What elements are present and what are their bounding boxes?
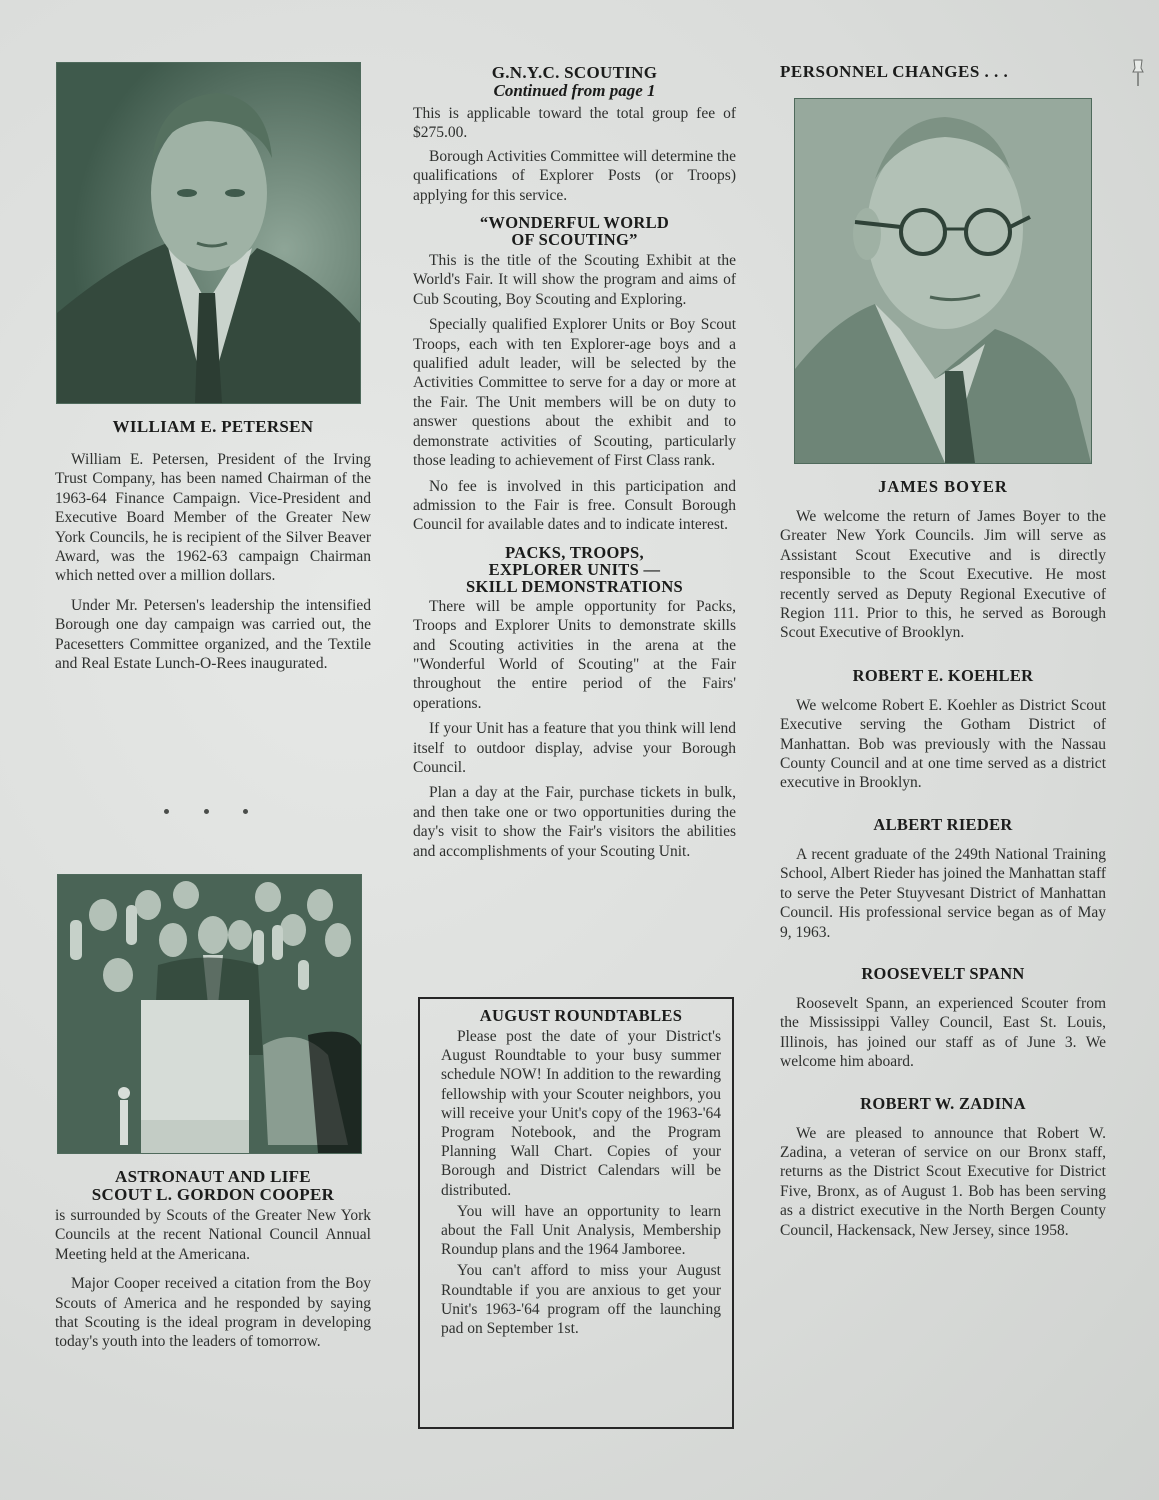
- boyer-photo: [794, 98, 1092, 464]
- koehler-heading: ROBERT E. KOEHLER: [852, 665, 1034, 685]
- roundtables-heading: AUGUST ROUNDTABLES: [479, 1006, 683, 1025]
- skill-demos-paragraph-3: Plan a day at the Fair, purchase tickets in bulk, and then take one or two opportunities during the day's visit to show the Fair's visitors the abilities and accomplishments of your Scouting Unit.: [413, 784, 736, 860]
- koehler-paragraph: We welcome Robert E. Koehler as District Scout Executive serving the Gotham District of Manhattan. Bob was previously with the Nassau County Council and at one time served as a district executive in Brooklyn.: [780, 696, 1106, 792]
- skill-demos-paragraph-1: There will be ample opportunity for Packs, Troops and Explorer Units to demonstrate skills and Scouting activities in the arena at the "Wonderful World of Scouting" at the Fair throughout the entire period of the Fairs' operations.: [413, 597, 736, 712]
- gnyc-heading: G.N.Y.C. SCOUTING: [491, 63, 658, 82]
- skill-demos-heading-line-2: EXPLORER UNITS —: [488, 559, 661, 579]
- petersen-article: [55, 450, 371, 673]
- wonderful-world-heading-line-2: OF SCOUTING”: [511, 230, 638, 250]
- roundtables-paragraph-2: You will have an opportunity to learn about the Fall Unit Analysis, Membership Roundup plans and the 1964 Jamboree.: [441, 1202, 721, 1259]
- separator-dot-icon: [243, 809, 248, 814]
- personnel-changes-header: PERSONNEL CHANGES . . .: [780, 62, 1009, 81]
- petersen-paragraph-2: Under Mr. Petersen's leadership the intensified Borough one day campaign was carried out, the Pacesetters Committee organized, and the Textile and Real Estate Lunch-O-Rees inaugurated.: [55, 596, 371, 673]
- gnyc-paragraph-2: Borough Activities Committee will determine the qualifications of Explorer Posts (or Troops) applying for this service.: [413, 147, 736, 204]
- wonderful-world-heading-line-1: “WONDERFUL WORLD: [479, 213, 670, 233]
- rieder-paragraph: A recent graduate of the 249th National Training School, Albert Rieder has joined the Manhattan staff to serve the Peter Stuyvesant District of Manhattan Council. His professional service began as of May 9, 1963.: [780, 845, 1106, 941]
- separator-dot-icon: [164, 809, 169, 814]
- cooper-heading-line-1: ASTRONAUT AND LIFE: [115, 1167, 311, 1186]
- wonderful-world-paragraph-3: No fee is involved in this participation and admission to the Fair is free. Consult Borough Council for available dates and to indicate interest.: [413, 477, 736, 534]
- august-roundtables-article: [441, 1007, 721, 1338]
- boyer-heading: JAMES BOYER: [878, 477, 1008, 496]
- boyer-paragraph: We welcome the return of James Boyer to the Greater New York Councils. Jim will serve as Assistant Scout Executive and is directly responsible to the Scout Executive. He most recently served as Deputy Regional Executive of Region 111. Prior to this, he served as Borough Scout Executive of Brooklyn.: [780, 508, 1106, 642]
- group-photo-image-icon: [58, 875, 361, 1153]
- zadina-paragraph: We are pleased to announce that Robert W. Zadina, a veteran of service on our Bronx staff, returns as the District Scout Executive for District Five, Bronx, as of August 1. Bob has been serving as a district executive in the North Bergen County Council, Hackensack, New Jersey, since 1958.: [780, 1124, 1106, 1239]
- petersen-photo: [56, 62, 361, 404]
- gnyc-continued-subheading: Continued from page 1: [493, 81, 656, 100]
- petersen-paragraph-1: William E. Petersen, President of the Irving Trust Company, has been named Chairman of the 1963-64 Finance Campaign. Vice-President and Executive Board Member of the Greater New York Councils, he is recipient of the Silver Beaver Award, was the 1962-63 campaign Chairman which netted over a million dollars.: [55, 451, 371, 585]
- cooper-paragraph: Major Cooper received a citation from the Boy Scouts of America and he responded by saying that Scouting is the ideal program in developing today's youth into the leaders of tomorrow.: [55, 1275, 371, 1351]
- petersen-heading: WILLIAM E. PETERSEN: [112, 417, 314, 436]
- rieder-heading: ALBERT RIEDER: [873, 814, 1013, 834]
- wonderful-world-paragraph-1: This is the title of the Scouting Exhibit at the World's Fair. It will show the program and aims of Cub Scouting, Boy Scouting and Exploring.: [413, 252, 736, 308]
- spann-paragraph: Roosevelt Spann, an experienced Scouter from the Mississippi Valley Council, East St. Louis, Illinois, has joined our staff as of June 3. We welcome him aboard.: [780, 994, 1106, 1071]
- personnel-articles: [780, 478, 1106, 1240]
- section-separator: [164, 809, 274, 819]
- skill-demos-paragraph-2: If your Unit has a feature that you think will lend itself to outdoor display, advise your Borough Council.: [413, 720, 736, 776]
- gnyc-scouting-article: [413, 64, 736, 861]
- zadina-heading: ROBERT W. ZADINA: [860, 1093, 1026, 1113]
- skill-demos-heading-line-3: SKILL DEMONSTRATIONS: [465, 576, 684, 596]
- cooper-article: [55, 1168, 371, 1352]
- wonderful-world-paragraph-2: Specially qualified Explorer Units or Boy Scout Troops, each with ten Explorer-age boys and a qualified adult leader, will be selected by the Activities Committee to serve for a day or more at the Fair. The Unit members will be on duty to answer questions about the exhibit and to demonstrate activities of Scouting, particularly those leading to achievement of First Class rank.: [413, 316, 736, 470]
- cooper-group-photo: [57, 874, 362, 1154]
- portrait-image-icon: [57, 63, 360, 403]
- cooper-heading-line-2: SCOUT L. GORDON COOPER: [91, 1185, 335, 1204]
- skill-demos-heading-line-1: PACKS, TROOPS,: [505, 542, 644, 562]
- cooper-caption: is surrounded by Scouts of the Greater New York Councils at the recent National Council Annual Meeting held at the Americana.: [55, 1207, 371, 1263]
- roundtables-paragraph-3: You can't afford to miss your August Roundtable if you are anxious to get your Unit's 1963-'64 program off the launching pad on September 1st.: [441, 1262, 721, 1338]
- thumbtack-icon: [1131, 58, 1145, 88]
- gnyc-paragraph-1: This is applicable toward the total group fee of $275.00.: [413, 105, 736, 142]
- separator-dot-icon: [204, 809, 209, 814]
- spann-heading: ROOSEVELT SPANN: [861, 963, 1025, 983]
- portrait-image-icon: [795, 99, 1091, 463]
- roundtables-paragraph-1: Please post the date of your District's August Roundtable to your busy summer schedule NOW! In addition to the rewarding fellowship with your Scouter neighbors, you will receive your Unit's copy of the 1963-'64 Program Notebook, and the Program Planning Wall Chart. Copies of your Borough and District Calendars will be distributed.: [441, 1028, 721, 1199]
